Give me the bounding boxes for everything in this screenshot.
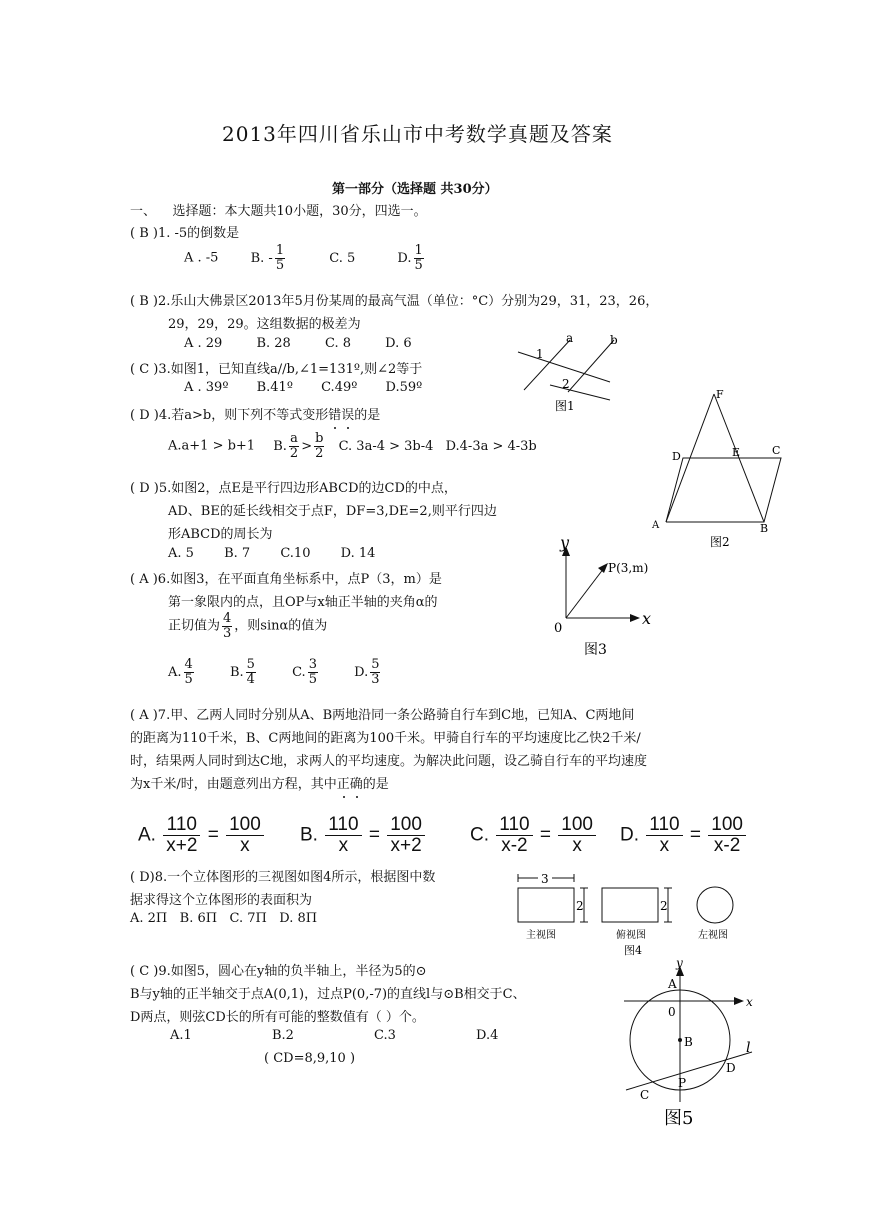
fig4-top-view [602,888,658,922]
fig2-caption: 图2 [710,535,730,549]
fig2-label-e: E [732,446,741,459]
fig5-caption: 图5 [664,1108,694,1129]
q7-option-b: B. $\frac{110}{x}$ = $\frac{100}{x+2}$ [300,815,427,856]
q9-option-d: D.4 [476,1028,499,1043]
q3-option-b: B.41º [256,380,293,395]
q5-option-d: D. 14 [340,546,376,561]
fig5-label-y: y [676,956,683,970]
figure-2 [648,384,798,552]
q2-line1: ( B )2.乐山大佛景区2013年5月份某周的最高气温（单位：°C）分别为29，31，23，26， [130,294,659,309]
fig2-label-c: C [772,444,781,457]
q2-option-d: D. 6 [385,336,412,351]
figure-3 [538,530,668,662]
fig4-label-front: 主视图 [526,930,556,941]
q1-option-a: A . -5 [184,250,219,266]
q6-option-d: D. $\frac{5}{3}$ [354,657,380,687]
fig1-label-b: b [610,333,618,347]
q3-options [184,380,422,395]
q9-option-b: B.2 [272,1028,294,1043]
q7-option-c: C. $\frac{110}{x-2}$ = $\frac{100}{x}$ [470,815,598,856]
q5-option-a: A. 5 [168,546,194,561]
fig1-line-b [568,340,614,392]
q6-option-a: A. $\frac{4}{5}$ [168,657,193,687]
figure-4 [510,868,750,958]
fig5-label-l: l [746,1040,751,1056]
fig4-caption: 图4 [624,944,642,957]
q4-stem: ( D )4.若a>b，则下列不等式变形错误的是 [130,408,381,423]
fig1-label-a: a [566,331,574,345]
q6-line3: 正切值为 $\frac{4}{3}$ ，则sinα的值为 [168,611,328,641]
q4-option-c: C. 3a-4 > 3b-4 [338,438,434,454]
q6-line2: 第一象限内的点，且OP与x轴正半轴的夹角α的 [168,595,438,610]
q3-option-d: D.59º [385,380,423,395]
q9-line2: B与y轴的正半轴交于点A(0,1)，过点P(0,-7)的直线l与⊙B相交于C、 [130,987,526,1002]
q1-option-c: C. 5 [329,250,356,266]
q5-line2: AD、BE的延长线相交于点F，DF=3,DE=2,则平行四边 [168,504,497,519]
fig4-label-h2: 2 [660,899,668,913]
q6-option-c: C. $\frac{3}{5}$ [292,657,317,687]
q2-line2: 29，29，29。这组数据的极差为 [168,317,361,332]
q7-line3: 时，结果两人同时到达C地，求两人的平均速度。为解决此问题，设乙骑自行车的平均速度 [130,754,647,769]
q7-line2: 的距离为110千米，B、C两地间的距离为100千米。甲骑自行车的平均速度比乙快2千米/ [130,731,641,746]
q3-option-a: A . 39º [184,380,229,395]
fig5-label-x: x [746,995,753,1009]
fig1-label-2: 2 [562,377,570,391]
fig3-label-p: P(3,m) [608,561,649,575]
fig3-label-o: 0 [554,621,563,636]
fig1-label-1: 1 [536,347,544,361]
q7-option-a: A. $\frac{110}{x+2}$ = $\frac{100}{x}$ [138,815,266,856]
fig4-label-width: 3 [541,872,549,886]
figure-5 [610,952,770,1132]
fig5-label-o: 0 [668,1005,676,1019]
fig2-parallelogram [666,458,781,522]
fig3-caption: 图3 [584,642,607,658]
q3-stem: ( C )3.如图1，已知直线a//b,∠1=131º,则∠2等于 [130,362,423,377]
fig3-op-segment [566,568,604,618]
fig3-label-x: x [642,609,652,628]
q9-line1: ( C )9.如图5，圆心在y轴的负半轴上，半径为5的⊙ [130,964,427,979]
fig2-label-f: F [716,388,724,401]
fig5-label-d: D [726,1061,736,1075]
q7-option-d: D. $\frac{110}{x}$ = $\frac{100}{x-2}$ [620,815,748,856]
q8-line1: ( D)8.一个立体图形的三视图如图4所示，根据图中数 [130,870,436,885]
q6-option-b: B. $\frac{5}{4}$ [229,657,255,687]
q4-options [168,432,537,460]
fig5-label-p: P [678,1076,687,1090]
fig2-label-a: A [652,520,660,531]
q9-option-a: A.1 [170,1028,192,1043]
fig5-label-c: C [640,1088,650,1102]
q1-stem: ( B )1. -5的倒数是 [130,226,240,241]
figure-1 [510,330,630,415]
page-title: 2013年四川省乐山市中考数学真题及答案 [222,122,613,146]
q5-options [168,546,375,561]
q5-line3: 形ABCD的周长为 [168,527,273,542]
fig4-front-view [518,888,574,922]
q1-option-b: B. - $\frac{1}{5}$ [250,243,285,273]
fig4-label-top: 俯视图 [616,930,646,941]
q6-options [168,658,382,686]
fig4-label-h1: 2 [576,899,584,913]
fig5-label-a: A [668,977,677,991]
q9-answer-note: ( CD=8,9,10 ) [264,1051,356,1066]
q6-line1: ( A )6.如图3，在平面直角坐标系中，点P（3，m）是 [130,572,442,587]
fig4-left-view [697,887,733,923]
fig4-label-left: 左视图 [698,930,728,941]
q2-option-b: B. 28 [256,336,291,351]
q4-option-b: B. $\frac{a}{2}$ > $\frac{b}{2}$ [273,431,324,461]
q4-option-d: D.4-3a > 4-3b [445,438,537,454]
q3-option-c: C.49º [321,380,358,395]
q9-line3: D两点，则弦CD长的所有可能的整数值有（ ）个。 [130,1010,425,1025]
q7-line4: 为x千米/时，由题意列出方程，其中正确的是 [130,777,389,792]
q5-line1: ( D )5.如图2，点E是平行四边形ABCD的边CD的中点， [130,481,457,496]
fig1-caption: 图1 [555,399,575,413]
fig2-label-b: B [760,522,769,535]
q8-line2: 据求得这个立体图形的表面积为 [130,893,313,908]
q2-option-a: A . 29 [184,336,223,351]
q5-option-b: B. 7 [224,546,251,561]
part-title: 第一部分（选择题 共30分） [332,182,498,197]
q1-options [184,244,426,272]
section-heading: 一、 选择题：本大题共10小题，30分，四选一。 [130,204,427,219]
fig5-label-b: B [684,1035,693,1049]
fig3-label-y: y [560,533,570,552]
q1-option-d: D. $\frac{1}{5}$ [397,243,423,273]
q2-option-c: C. 8 [324,336,352,351]
fig2-label-d: D [672,450,681,463]
q7-line1: ( A )7.甲、乙两人同时分别从A、B两地沿同一条公路骑自行车到C地，已知A、C两地间 [130,708,635,723]
q4-option-a: A.a+1 > b+1 [168,438,256,454]
q8-options: A. 2Π B. 6Π C. 7Π D. 8Π [130,911,318,926]
q2-options [184,336,412,351]
q9-option-c: C.3 [374,1028,396,1043]
q5-option-c: C.10 [280,546,311,561]
fig1-line-lower [550,385,610,400]
